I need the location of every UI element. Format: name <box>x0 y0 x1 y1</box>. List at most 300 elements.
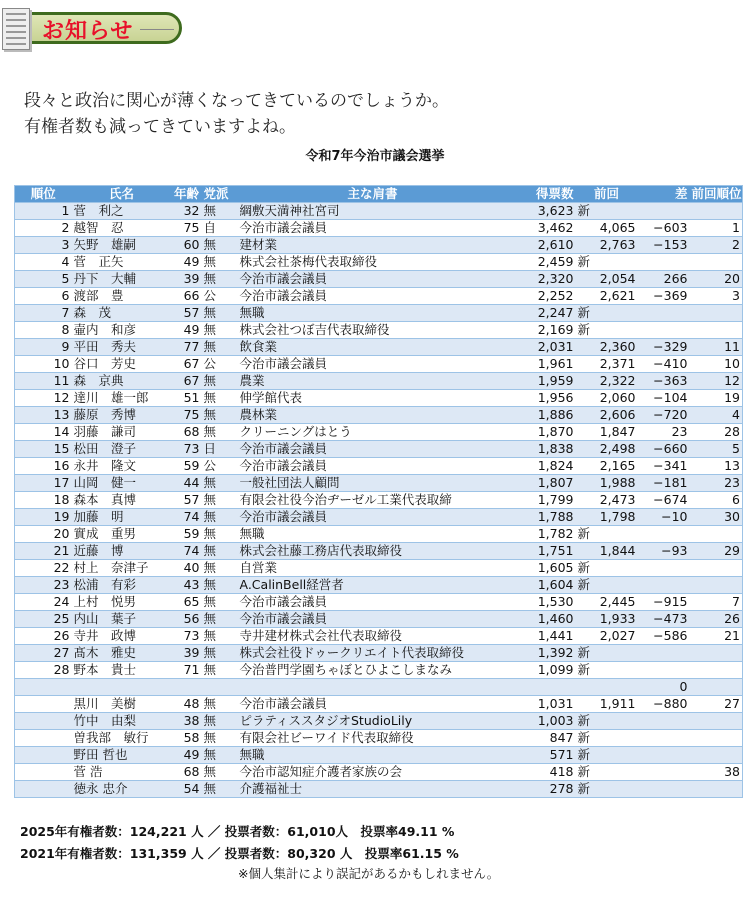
cell-diff <box>638 713 690 730</box>
cell-votes: 1,870 <box>508 424 576 441</box>
cell-previous: 新 <box>576 764 638 781</box>
cell-previous-rank: 38 <box>690 764 743 781</box>
table-row <box>15 560 743 577</box>
cell-diff: −10 <box>638 509 690 526</box>
cell-previous-rank: 7 <box>690 594 743 611</box>
cell-age: 60 <box>172 237 202 254</box>
cell-previous-rank: 20 <box>690 271 743 288</box>
table-row <box>15 543 743 560</box>
cell-party: 無 <box>202 492 238 509</box>
cell-rank: 21 <box>15 543 72 560</box>
cell-title: 今治市議会議員 <box>238 356 508 373</box>
cell-votes <box>508 679 576 696</box>
cell-name: 内山 葉子 <box>72 611 172 628</box>
stats-2021: 2021年有権者数：131,359 人 ／ 投票者数：80,320 人 投票率61.15 % <box>20 846 459 861</box>
cell-name: 野本 貴士 <box>72 662 172 679</box>
cell-party: 無 <box>202 594 238 611</box>
cell-party: 無 <box>202 730 238 747</box>
table-row <box>15 781 743 798</box>
cell-age: 32 <box>172 203 202 220</box>
cell-diff: −720 <box>638 407 690 424</box>
cell-previous: 新 <box>576 254 638 271</box>
cell-diff <box>638 526 690 543</box>
cell-diff <box>638 203 690 220</box>
cell-age: 38 <box>172 713 202 730</box>
table-row <box>15 730 743 747</box>
cell-rank: 9 <box>15 339 72 356</box>
cell-title: 無職 <box>238 747 508 764</box>
cell-title: 伸学館代表 <box>238 390 508 407</box>
cell-title: 有限会社ビーワイド代表取締役 <box>238 730 508 747</box>
cell-name: 森本 真博 <box>72 492 172 509</box>
cell-previous: 2,060 <box>576 390 638 407</box>
cell-party: 無 <box>202 662 238 679</box>
cell-title: 今治市議会議員 <box>238 509 508 526</box>
cell-votes: 1,824 <box>508 458 576 475</box>
cell-previous-rank <box>690 747 743 764</box>
cell-name: 黒川 美樹 <box>72 696 172 713</box>
cell-party: 自 <box>202 220 238 237</box>
cell-previous: 2,473 <box>576 492 638 509</box>
cell-name: 上村 悦男 <box>72 594 172 611</box>
cell-previous <box>576 679 638 696</box>
cell-votes: 1,604 <box>508 577 576 594</box>
cell-previous: 1,933 <box>576 611 638 628</box>
cell-name: 谷口 芳史 <box>72 356 172 373</box>
cell-title: 今治市議会議員 <box>238 271 508 288</box>
cell-votes: 418 <box>508 764 576 781</box>
cell-rank: 26 <box>15 628 72 645</box>
cell-title: 一般社団法人顧問 <box>238 475 508 492</box>
cell-votes: 1,959 <box>508 373 576 390</box>
cell-party <box>202 679 238 696</box>
cell-votes: 1,605 <box>508 560 576 577</box>
table-row <box>15 271 743 288</box>
cell-age: 59 <box>172 458 202 475</box>
banner-label: お知らせ <box>42 19 134 44</box>
cell-votes: 847 <box>508 730 576 747</box>
cell-title: 今治市議会議員 <box>238 441 508 458</box>
cell-diff: 23 <box>638 424 690 441</box>
table-row <box>15 203 743 220</box>
cell-age: 65 <box>172 594 202 611</box>
cell-diff <box>638 781 690 798</box>
cell-name: 實成 重男 <box>72 526 172 543</box>
cell-age: 56 <box>172 611 202 628</box>
cell-name: 森 茂 <box>72 305 172 322</box>
cell-votes: 1,838 <box>508 441 576 458</box>
cell-party: 公 <box>202 458 238 475</box>
cell-previous: 2,322 <box>576 373 638 390</box>
cell-previous-rank <box>690 781 743 798</box>
cell-rank: 20 <box>15 526 72 543</box>
cell-party: 無 <box>202 254 238 271</box>
cell-title: A.CalinBell経営者 <box>238 577 508 594</box>
cell-votes: 1,961 <box>508 356 576 373</box>
cell-rank: 18 <box>15 492 72 509</box>
table-row <box>15 390 743 407</box>
cell-name: 丹下 大輔 <box>72 271 172 288</box>
cell-title: 株式会社藤工務店代表取締役 <box>238 543 508 560</box>
cell-party: 無 <box>202 475 238 492</box>
cell-age: 57 <box>172 492 202 509</box>
cell-votes: 1,956 <box>508 390 576 407</box>
cell-previous-rank <box>690 577 743 594</box>
cell-previous-rank: 4 <box>690 407 743 424</box>
cell-party: 無 <box>202 628 238 645</box>
cell-party: 無 <box>202 322 238 339</box>
cell-party: 公 <box>202 288 238 305</box>
cell-party: 無 <box>202 237 238 254</box>
cell-rank: 1 <box>15 203 72 220</box>
cell-diff <box>638 254 690 271</box>
cell-title: 今治市議会議員 <box>238 594 508 611</box>
cell-age: 73 <box>172 441 202 458</box>
cell-previous: 2,360 <box>576 339 638 356</box>
header-party: 党派 <box>202 186 238 203</box>
cell-age: 39 <box>172 271 202 288</box>
cell-name: 山岡 健一 <box>72 475 172 492</box>
table-row <box>15 356 743 373</box>
cell-party: 無 <box>202 271 238 288</box>
cell-diff: −363 <box>638 373 690 390</box>
cell-votes: 2,247 <box>508 305 576 322</box>
cell-name: 矢野 雄嗣 <box>72 237 172 254</box>
cell-age: 75 <box>172 407 202 424</box>
cell-previous-rank: 2 <box>690 237 743 254</box>
cell-rank: 22 <box>15 560 72 577</box>
disclaimer-note: ※個人集計により誤記があるかもしれません。 <box>238 866 500 881</box>
cell-age: 40 <box>172 560 202 577</box>
cell-name: 野田 哲也 <box>72 747 172 764</box>
cell-previous: 2,621 <box>576 288 638 305</box>
cell-votes: 1,530 <box>508 594 576 611</box>
cell-age: 39 <box>172 645 202 662</box>
cell-votes: 1,782 <box>508 526 576 543</box>
cell-votes: 278 <box>508 781 576 798</box>
table-row <box>15 305 743 322</box>
header-diff: 差 <box>638 186 690 203</box>
intro-text <box>24 88 449 140</box>
cell-title: 今治市議会議員 <box>238 458 508 475</box>
cell-name: 松田 澄子 <box>72 441 172 458</box>
table-title: 令和7年今治市議会選挙 <box>305 149 445 164</box>
cell-title: 綱敷天満神社宮司 <box>238 203 508 220</box>
cell-previous: 新 <box>576 747 638 764</box>
header-votes: 得票数 <box>508 186 576 203</box>
cell-diff <box>638 305 690 322</box>
header-title: 主な肩書 <box>238 186 508 203</box>
cell-name: 羽藤 謙司 <box>72 424 172 441</box>
cell-age: 43 <box>172 577 202 594</box>
cell-diff <box>638 747 690 764</box>
cell-rank: 17 <box>15 475 72 492</box>
cell-age: 44 <box>172 475 202 492</box>
cell-party: 無 <box>202 305 238 322</box>
cell-age: 66 <box>172 288 202 305</box>
cell-title <box>238 679 508 696</box>
cell-previous-rank <box>690 203 743 220</box>
cell-previous: 2,763 <box>576 237 638 254</box>
banner-divider <box>140 29 174 30</box>
cell-previous-rank <box>690 730 743 747</box>
cell-votes: 2,031 <box>508 339 576 356</box>
cell-party: 無 <box>202 339 238 356</box>
cell-age: 73 <box>172 628 202 645</box>
cell-previous: 新 <box>576 526 638 543</box>
cell-name: 髙木 雅史 <box>72 645 172 662</box>
cell-previous-rank: 27 <box>690 696 743 713</box>
table-row <box>15 611 743 628</box>
cell-diff <box>638 577 690 594</box>
cell-name: 平田 秀夫 <box>72 339 172 356</box>
cell-previous: 新 <box>576 730 638 747</box>
cell-title: 有限会社役今治ヂーゼル工業代表取締 <box>238 492 508 509</box>
cell-previous-rank <box>690 254 743 271</box>
cell-party: 日 <box>202 441 238 458</box>
table-row <box>15 407 743 424</box>
cell-name: 菅 浩 <box>72 764 172 781</box>
cell-rank: 3 <box>15 237 72 254</box>
cell-age: 49 <box>172 322 202 339</box>
cell-name: 近藤 博 <box>72 543 172 560</box>
cell-age: 54 <box>172 781 202 798</box>
cell-rank: 24 <box>15 594 72 611</box>
cell-diff <box>638 645 690 662</box>
cell-title: 今治市認知症介護者家族の会 <box>238 764 508 781</box>
cell-votes: 1,886 <box>508 407 576 424</box>
cell-party: 無 <box>202 543 238 560</box>
cell-age: 59 <box>172 526 202 543</box>
cell-rank <box>15 747 72 764</box>
cell-diff: −369 <box>638 288 690 305</box>
newspaper-icon <box>2 8 30 50</box>
cell-rank <box>15 679 72 696</box>
table-row <box>15 492 743 509</box>
cell-name: 菅 利之 <box>72 203 172 220</box>
cell-previous-rank <box>690 322 743 339</box>
header-previous-rank: 前回順位 <box>691 186 742 201</box>
cell-rank: 27 <box>15 645 72 662</box>
cell-name: 曽我部 敏行 <box>72 730 172 747</box>
cell-title: 今治市議会議員 <box>238 696 508 713</box>
cell-age <box>172 679 202 696</box>
table-row <box>15 237 743 254</box>
cell-votes: 2,252 <box>508 288 576 305</box>
stats-2025: 2025年有権者数：124,221 人 ／ 投票者数：61,010人 投票率49.11 % <box>20 824 455 839</box>
header-previous: 前回 <box>576 186 638 203</box>
cell-previous: 2,498 <box>576 441 638 458</box>
cell-rank: 16 <box>15 458 72 475</box>
cell-previous: 4,065 <box>576 220 638 237</box>
cell-party: 無 <box>202 577 238 594</box>
cell-name: 永井 隆文 <box>72 458 172 475</box>
table-row <box>15 679 743 696</box>
cell-title: 農林業 <box>238 407 508 424</box>
cell-previous-rank <box>690 526 743 543</box>
table-row <box>15 288 743 305</box>
cell-rank: 25 <box>15 611 72 628</box>
cell-diff: −660 <box>638 441 690 458</box>
cell-party: 無 <box>202 560 238 577</box>
table-row <box>15 220 743 237</box>
cell-title: 建材業 <box>238 237 508 254</box>
table-row <box>15 509 743 526</box>
cell-diff: −586 <box>638 628 690 645</box>
cell-votes: 1,807 <box>508 475 576 492</box>
cell-previous-rank: 11 <box>690 339 743 356</box>
cell-rank: 6 <box>15 288 72 305</box>
cell-votes: 3,462 <box>508 220 576 237</box>
cell-previous: 1,798 <box>576 509 638 526</box>
cell-previous-rank <box>690 560 743 577</box>
cell-votes: 2,610 <box>508 237 576 254</box>
cell-previous: 1,911 <box>576 696 638 713</box>
cell-previous-rank: 3 <box>690 288 743 305</box>
table-row <box>15 696 743 713</box>
cell-name: 村上 奈津子 <box>72 560 172 577</box>
cell-party: 無 <box>202 526 238 543</box>
header-rank: 順位 <box>15 186 72 203</box>
cell-age: 67 <box>172 373 202 390</box>
cell-diff: −674 <box>638 492 690 509</box>
cell-previous-rank: 26 <box>690 611 743 628</box>
cell-title: 飲食業 <box>238 339 508 356</box>
cell-age: 58 <box>172 730 202 747</box>
cell-title: 寺井建材株式会社代表取締役 <box>238 628 508 645</box>
cell-diff <box>638 322 690 339</box>
cell-title: ピラティススタジオStudioLily <box>238 713 508 730</box>
cell-age: 51 <box>172 390 202 407</box>
cell-rank: 13 <box>15 407 72 424</box>
cell-title: 今治普門学園ちゃぼとひよこしまなみ <box>238 662 508 679</box>
cell-previous: 2,054 <box>576 271 638 288</box>
cell-title: 自営業 <box>238 560 508 577</box>
cell-votes: 571 <box>508 747 576 764</box>
cell-party: 無 <box>202 407 238 424</box>
cell-previous: 2,027 <box>576 628 638 645</box>
cell-diff <box>638 730 690 747</box>
table-header-row <box>15 186 743 203</box>
cell-party: 無 <box>202 424 238 441</box>
cell-votes: 3,623 <box>508 203 576 220</box>
cell-diff: −93 <box>638 543 690 560</box>
notice-banner <box>2 8 185 48</box>
cell-age: 74 <box>172 509 202 526</box>
table-row <box>15 747 743 764</box>
cell-rank: 19 <box>15 509 72 526</box>
cell-rank: 14 <box>15 424 72 441</box>
cell-rank <box>15 696 72 713</box>
cell-previous: 新 <box>576 560 638 577</box>
cell-votes: 2,459 <box>508 254 576 271</box>
cell-rank <box>15 764 72 781</box>
cell-votes: 1,788 <box>508 509 576 526</box>
cell-previous: 新 <box>576 322 638 339</box>
cell-title: 株式会社つぼ吉代表取締役 <box>238 322 508 339</box>
table-row <box>15 645 743 662</box>
cell-party: 無 <box>202 645 238 662</box>
cell-diff: −153 <box>638 237 690 254</box>
cell-title: 無職 <box>238 526 508 543</box>
cell-previous: 2,606 <box>576 407 638 424</box>
header-name: 氏名 <box>72 186 172 203</box>
cell-party: 無 <box>202 509 238 526</box>
cell-name: 菅 正矢 <box>72 254 172 271</box>
cell-rank <box>15 713 72 730</box>
cell-votes: 2,169 <box>508 322 576 339</box>
cell-votes: 1,031 <box>508 696 576 713</box>
cell-rank: 15 <box>15 441 72 458</box>
table-row <box>15 577 743 594</box>
cell-age: 71 <box>172 662 202 679</box>
cell-party: 無 <box>202 713 238 730</box>
cell-title: 株式会社役ドゥークリエイト代表取締役 <box>238 645 508 662</box>
table-row <box>15 594 743 611</box>
cell-party: 無 <box>202 611 238 628</box>
table-row <box>15 339 743 356</box>
cell-age: 48 <box>172 696 202 713</box>
cell-previous-rank: 6 <box>690 492 743 509</box>
cell-previous-rank: 1 <box>690 220 743 237</box>
cell-name: 壷内 和彦 <box>72 322 172 339</box>
cell-rank <box>15 730 72 747</box>
cell-diff: −603 <box>638 220 690 237</box>
cell-previous: 1,844 <box>576 543 638 560</box>
cell-previous: 新 <box>576 645 638 662</box>
cell-age: 57 <box>172 305 202 322</box>
cell-diff: 0 <box>638 679 690 696</box>
cell-previous: 2,371 <box>576 356 638 373</box>
intro-line: 有権者数も減ってきていますよね。 <box>24 117 296 137</box>
cell-diff: −181 <box>638 475 690 492</box>
cell-age: 49 <box>172 747 202 764</box>
cell-title: 今治市議会議員 <box>238 611 508 628</box>
header-age: 年齢 <box>172 186 202 203</box>
cell-previous: 新 <box>576 203 638 220</box>
cell-diff <box>638 764 690 781</box>
cell-party: 無 <box>202 696 238 713</box>
cell-title: 農業 <box>238 373 508 390</box>
cell-previous-rank: 10 <box>690 356 743 373</box>
cell-diff: −329 <box>638 339 690 356</box>
cell-previous: 2,165 <box>576 458 638 475</box>
cell-diff: −341 <box>638 458 690 475</box>
cell-name <box>72 679 172 696</box>
table-row <box>15 713 743 730</box>
cell-previous-rank: 12 <box>690 373 743 390</box>
cell-previous: 1,988 <box>576 475 638 492</box>
cell-name: 松浦 有彩 <box>72 577 172 594</box>
cell-age: 68 <box>172 424 202 441</box>
cell-diff: −104 <box>638 390 690 407</box>
cell-diff: −880 <box>638 696 690 713</box>
table-row <box>15 458 743 475</box>
cell-previous-rank: 23 <box>690 475 743 492</box>
cell-previous: 新 <box>576 305 638 322</box>
cell-name: 徳永 忠介 <box>72 781 172 798</box>
cell-diff <box>638 560 690 577</box>
cell-party: 無 <box>202 764 238 781</box>
cell-name: 渡部 豊 <box>72 288 172 305</box>
cell-previous-rank: 28 <box>690 424 743 441</box>
cell-name: 達川 雄一郎 <box>72 390 172 407</box>
cell-previous: 2,445 <box>576 594 638 611</box>
cell-age: 49 <box>172 254 202 271</box>
cell-previous-rank: 21 <box>690 628 743 645</box>
cell-rank: 5 <box>15 271 72 288</box>
table-row <box>15 424 743 441</box>
